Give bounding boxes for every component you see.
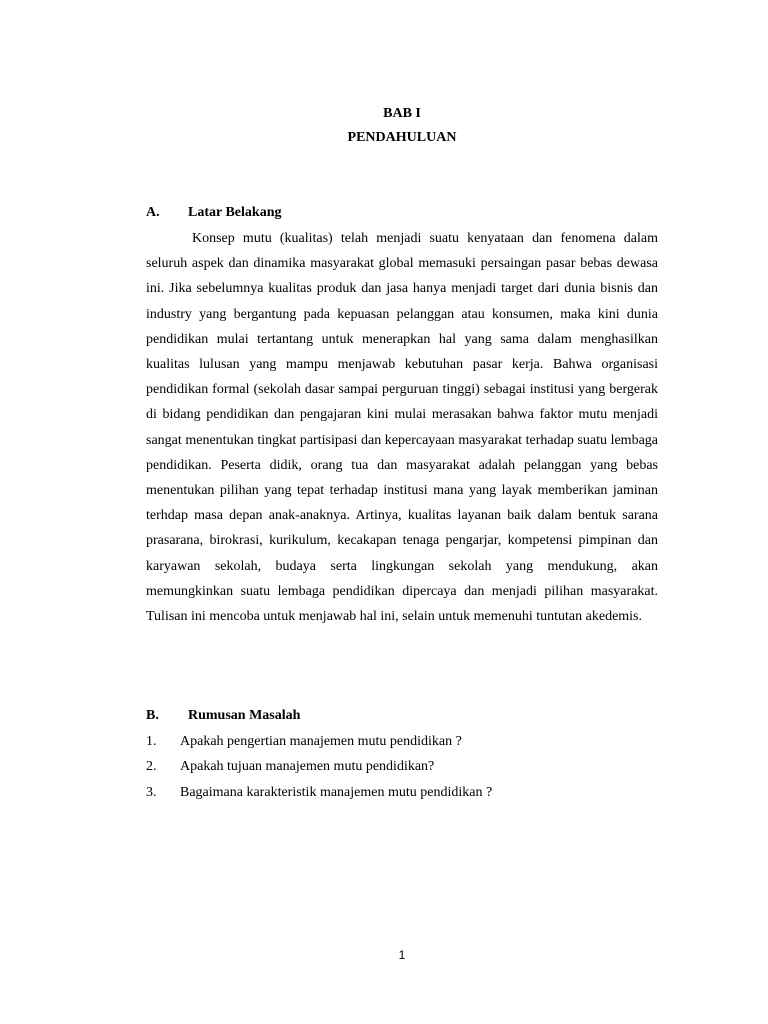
background-paragraph: Konsep mutu (kualitas) telah menjadi suatu kenyataan dan fenomena dalam seluruh aspek dan dinamika masyarakat global memasuki persaingan pasar bebas dewasa ini. Jika sebelumnya kualitas produk dan jasa hanya menjadi target dari dunia bisnis dan industry yang bergantung pada kepuasan pelanggan atau konsumen, maka kini dunia pendidikan mulai tertantang untuk menerapkan hal yang sama dalam menghasilkan kualitas lulusan yang mampu menjawab kebutuhan pasar kerja. Bahwa organisasi pendidikan formal (sekolah dasar sampai perguruan tinggi) sebagai institusi yang bergerak di bidang pendidikan dan pengajaran kini mulai merasakan bahwa faktor mutu menjadi sangat menentukan tingkat partisipasi dan kepercayaan masyarakat terhadap suatu lembaga pendidikan. Peserta didik, orang tua dan masyarakat adalah pelanggan yang bebas menentukan pilihan yang tepat terhadap institusi mana yang layak memberikan jaminan terhdap masa depan anak-anaknya. Artinya, kualitas layanan baik dalam bentuk sarana prasarana, birokrasi, kurikulum, kecakapan tenaga pengarjar, kompetensi pimpinan dan karyawan sekolah, budaya serta lingkungan sekolah yang mendukung, akan memungkinkan suatu lembaga pendidikan dipercaya dan menjadi pilihan masyarakat. Tulisan ini mencoba untuk menjawab hal ini, selain untuk memenuhi tuntutan akedemis.: [146, 231, 658, 625]
list-item-number: 1.: [146, 734, 157, 749]
section-b-title: Rumusan Masalah: [188, 708, 301, 723]
list-item-text: Bagaimana karakteristik manajemen mutu pendidikan ?: [180, 785, 493, 800]
chapter-title: PENDAHULUAN: [347, 130, 457, 145]
list-item-text: Apakah pengertian manajemen mutu pendidikan ?: [180, 734, 462, 749]
list-item-number: 2.: [146, 759, 157, 774]
chapter-label: BAB I: [383, 106, 421, 121]
section-a-letter: A.: [146, 205, 160, 220]
list-item-text: Apakah tujuan manajemen mutu pendidikan?: [180, 759, 435, 774]
section-b-letter: B.: [146, 708, 159, 723]
section-a-title: Latar Belakang: [188, 205, 282, 220]
page-number: 1: [398, 948, 406, 962]
list-item-number: 3.: [146, 785, 157, 800]
